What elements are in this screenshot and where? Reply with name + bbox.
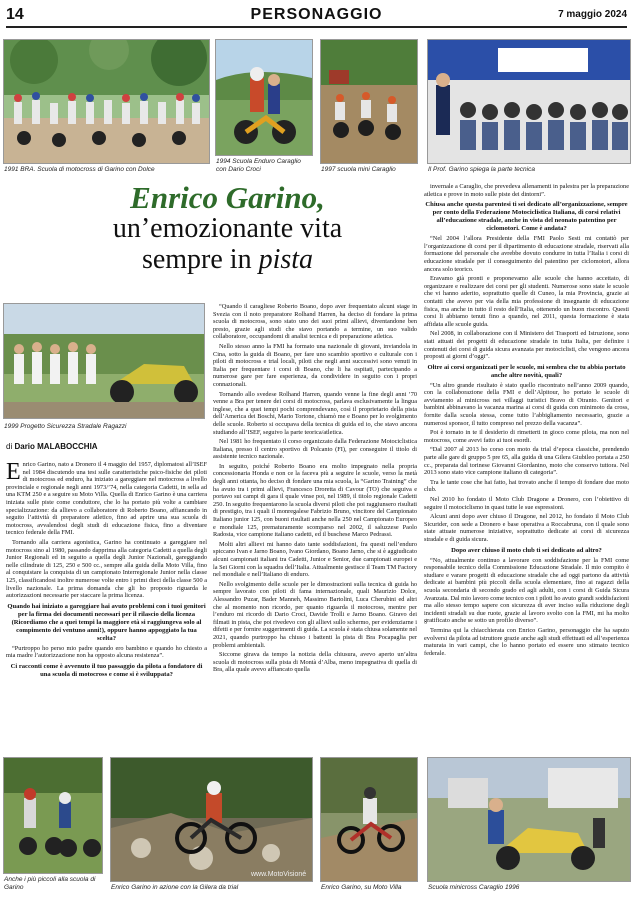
paragraph: Nello stesso anno la FMI ha formato una nazionale di giovani, inviandola in Cina, sotto la guida di Boano, per fare uno scambio sportivo e culturale con i piloti di motocross e trial locali, piloti che negli anni successivi sono venuti in Italia per frequentare i corsi di Boano, che li ha ospitati, partecipando a numerose gare per fare esperienza, da condividere in seguito con i propri connazionali. (213, 342, 417, 388)
article-title (75, 182, 380, 275)
paragraph: nrico Garino, nato a Dronero il 4 maggio del 1957, diplomatosi all’ISEF nel 1984 discutendo una tesi sulle caratteristiche psico-fisiche dei piloti di motocross ed enduro, ha iniziato a gareggiare nel motocross a livello provinciale e regionale negli anni 1973/’74, nella categoria Cadetti, in sella ad una KTM 250 e a seguire su Moto Villa. Quella di Enrico Garino è una carriera iniziata sulle piste come conduttore, che lo ha portato più volte a cambiare specializzazione: da allievo a collaboratore di Roberto Boano, affiancando in seguito l’attività di preparatore atletico, fino ad aprire una sua scuola di motocross, avvalendosi degli studi di educazione fisica, fino a diventare tecnico federale della FMI. (6, 461, 207, 537)
paragraph: Tornando alla carriera agonistica, Garino ha continuato a gareggiare nel motocross sino al 1980, passando dapprima alla categoria Cadetti a quella degli Junior Regionali ed in seguito a quella degli Junior Nazionali, gareggiando nelle cilindrate di 125, 250 e 500 cc., sempre alla guida della Moto Villa, fino al conquistare la conquista di un campionato Interregionale Junior nella classe 125, classificandosi inoltre numerose volte entro i primi dieci della classe 500 a livello nazionale. La prima domanda che gli ho proposto riguarda le autorizzazioni necessarie per staccare la prima licenza. (6, 538, 207, 600)
title-line-1: Enrico Garino, (130, 180, 325, 215)
caption-photo-1: 1991 BRA. Scuola di motocross di Garino con Dolce (4, 166, 155, 173)
paragraph: “Un altro grande risultato è stato quello riscontrato nell’anno 2009 quando, con la collaborazione della FMI e dell’Alpitour, ho portato le scuole di avviamento al minicross nei villaggi turistici Bravo di Otranto. Genitori e bambini abbinavano la vacanza marina ai corsi di guida con minimoto da cross, fornite dalla scuola stessa, come tutto l’abbigliamento necessario, grazie a numerosi sponsor, il tutto compreso nel prezzo della vacanza”. (424, 381, 629, 427)
page-header (6, 6, 627, 28)
paragraph: In seguito, poiché Roberto Boano era molto impegnato nella propria concessionaria Honda e non ce la faceva più a seguire le scuole, verso la metà degli anni ottanta, ho deciso di fondare una mia scuola, la “Garino Training” che ha avuto tra i primi allievi, Francesco Droretta di Cavour (TO) che seguiva e portavo sui campi di gara il quale vinse poi, nel 1989, il titolo regionale Cadetti 250. In seguito frequentarono la scuola diversi piloti che poi raggiunsero risultati di prestigio, tra i quali il monregalese Fabrizio Bruno, vincitore del Campionato Italiano junior 125, con buoni risultati anche nella 250 nel Campionato Europeo e mondiale 125, prematuramente scomparso nel 2002, il saluzzese Paolo Radosta, vice campione italiano cadetti, ed il buschese Marco Pedrassi. (213, 462, 417, 539)
section-title: PERSONAGGIO (250, 6, 383, 23)
photo-prof-garino-lesson (427, 39, 631, 164)
article-column-3 (424, 183, 629, 747)
page-number: 14 (6, 6, 24, 23)
paragraph: “Nel 2004 l’allora Presidente della FMI Paolo Sesti mi contattò per l’organizzazione di corsi per il dipartimento di educazione stradale, riservati alla formazione del personale che avrebbe dovuto condurre in tutta l’Italia i corsi di educazione stradale per il conseguimento del patentino per ciclomotori, allora ancora solo teorico. (424, 235, 629, 273)
paragraph: Termina qui la chiacchierata con Enrico Garino, personaggio che ha saputo evolversi da pilota ad istruttore grazie anche agli studi effettuati ed all’esperienza maturata in vari campi, che lo hanno portato ed essere uno stimato tecnico federale. (424, 626, 629, 657)
caption-photo-5: 1999 Progetto Sicurezza Stradale Ragazzi (4, 423, 127, 430)
photo-minicross-caraglio-1996 (427, 757, 631, 882)
issue-date: 7 maggio 2024 (558, 9, 627, 20)
paragraph: Nel 1981 ho frequentato il corso organizzato dalla Federazione Motociclistica Italiana, presso il centro sportivo di Polcanto (FI), per conseguire il titolo di assistente tecnico nazionale. (213, 438, 417, 461)
paragraph: Poi è tornato in te il desiderio di rimetterti in gioco come pilota, ma non nel motocross, come avevi fatto ai tuoi esordi. (424, 429, 629, 444)
article-column-1 (6, 461, 207, 746)
caption-photo-4: Il Prof. Garino spiega la parte tecnica (428, 166, 535, 173)
photo-1994-enduro-caraglio (215, 39, 313, 156)
interview-question: Oltre ai corsi organizzati per le scuole, mi sembra che tu abbia portato anche altre novità, quali? (427, 363, 626, 379)
paragraph: Nel 2010 ho fondato il Moto Club Dragone a Dronero, con l’obiettivo di seguire il motociclismo in quasi tutte le sue espressioni. (424, 496, 629, 511)
photo-gilera-trial (110, 757, 313, 882)
caption-photo-7: Enrico Garino in azione con la Gilera da trial (111, 884, 239, 891)
paragraph: Nel 2008, in collaborazione con il Ministero dei Trasporti ed Istruzione, sono stati attuati dei progetti di educazione stradale in tutta Italia, per definire i contenuti dei corsi di guida sicura avanzata per motociclisti, che vengono ancora proposti ai giorni d’oggi”. (424, 330, 629, 361)
drop-cap: E (6, 461, 21, 485)
photo-moto-villa (320, 757, 418, 882)
caption-photo-6: Anche i più piccoli alla scuola di Garino (4, 876, 96, 891)
paragraph: “Dal 2007 al 2013 ho corso con moto da trial d’epoca classiche, prendendo parte alle gare di gruppo 5 pre 65, alla guida di una Gilera Giubileo portata a 250 cc., preparata dal torinese Giovanni Giordanino, moto che conservo tuttora. Nel 2013 sono stato vice campione italiano di categoria”. (424, 446, 629, 477)
interview-question: Chiusa anche questa parentesi ti sei dedicato all’organizzazione, sempre per conto della Federazione Motociclistica Italiana, di corsi relativi all’educazione stradale, anche in vista del neonato patentino per ciclomotori. Come è andata? (425, 201, 628, 233)
paragraph: invernale a Caraglio, che prevedeva allenamenti in palestra per la preparazione atletica e prove in moto sulle piste dei dintorni”. (424, 183, 629, 198)
photo-young-riders (3, 757, 103, 874)
caption-photo-2: 1994 Scuola Enduro Caraglio con Dario Croci (216, 158, 301, 173)
photo-1991-bra-school (3, 39, 210, 164)
interview-question: Ci racconti come è avvenuto il tuo passaggio da pilota a fondatore di una scuola di motocross e come si è sviluppata? (10, 662, 203, 678)
title-line-3-text: sempre in (141, 244, 259, 275)
caption-photo-9: Scuola minicross Caraglio 1996 (428, 884, 520, 891)
photo-1997-mini-caraglio (320, 39, 418, 164)
byline (6, 442, 98, 451)
interview-question: Dopo aver chiuso il moto club ti sei dedicato ad altro? (451, 546, 602, 554)
byline-author: Dario MALABOCCHIA (14, 442, 98, 451)
paragraph: Tornando allo svedese Rolhand Harren, quando venne la fine degli anni ’70 venne a Bra per tenere dei corsi di motocross, parlava esclusivamente la lingua inglese, che a quei tempi pochi comprendevano, così il proprietario della pista dell’America dei Boschi, Mario Tortone, chiamò me e Boano per lo svolgimento delle scuole. Roberto si occupava della tecnica di guida ed io, che stavo ancora studiando all’ISEF, seguivo la parte teorica/atletica. (213, 390, 417, 436)
article-column-2 (213, 303, 417, 747)
caption-photo-8: Enrico Garino, su Moto Villa (321, 884, 402, 891)
interview-question: Quando hai iniziato a gareggiare hai avuto problemi con i tuoi genitori per la firma dei documenti necessari per il rilascio della licenza (Ricordiamo che a quei tempi la maggiore età si raggiungeva solo al compimento dei ventuno anni!), oppure hanno appoggiato la tua scelta? (7, 602, 206, 642)
paragraph: Alcuni anni dopo aver chiuso il Dragone, nel 2012, ho fondato il Moto Club Sicurider, con sede a Dronero e base operativa a Roccabruna, con il quale sono state attuate numerose iniziative, soprattutto dedicate ai corsi di sicurezza stradale e di guida sicura. (424, 513, 629, 543)
paragraph: Siccome girava da tempo la notizia della chiusura, avevo aperto un’altra scuola di motocross sulla pista di Montà d’Alba, meno impegnativa di quella di Bra, alla quale avevo affiancato quella (213, 651, 417, 674)
paragraph: “Purtroppo ho perso mio padre quando ero bambino e quando ho chiesto a mia madre l’autorizzazione non ha opposto alcuna resistenza”. (6, 644, 207, 660)
paragraph: “Quando il caragliese Roberto Boano, dopo aver frequentato alcuni stage in Svezia con il noto preparatore Rolhand Harren, ha deciso di fondare la prima scuola di motocross, sono stato uno dei suoi primi allievi, diventandone ben presto, grazie agli studi che stavo portando a termine, un suo valido collaboratore, occupandomi di analisi tecnica e di preparazione atletica. (213, 303, 417, 341)
title-line-3-italic: pista (258, 244, 314, 275)
caption-photo-3: 1997 scuola mini Caraglio (321, 166, 396, 173)
paragraph: Eravamo già pronti e proponevamo alle scuole che hanno accettato, di organizzare e realizzare dei corsi per gli studenti. Numerose sono state le scuole che vi hanno aderito, soprattutto quelle di Cuneo, la mia Provincia, grazie ai contatti che avevo per via della mia professione di insegnante di educazione fisica, ma anche in tutto il resto dell’Italia, ottenendo un buon riscontro. Questi corsi li abbiamo tenuti fino a quando, nel 2011, questa formazione è stata affidata alle scuole guida. (424, 275, 629, 328)
paragraph: Molti altri allievi mi hanno dato tante soddisfazioni, fra questi nell’enduro spiccano Ivan e Jarno Boano, Ivano Giordano, Boano Jarno, che si è aggiudicato alcuni campionati italiani tra Cadetti, Junior e Senior, due campionati europei e la Sei Giorni con la squadra dell’Italia. Attualmente gestisce il Team TM Factory nel mondiale e nell’Italiano di enduro. (213, 540, 417, 579)
title-line-3 (75, 244, 380, 275)
title-line-2: un’emozionante vita (112, 213, 343, 244)
paragraph: “No, attualmente continuo a lavorare con soddisfazione per la FMI come responsabile tecnico della Commissione Educazione Stradale. Il mio compito è studiare e varare progetti di educazione stradale che ad oggi partono da attività dedicate ai bambini più piccoli della scuola elementare, fino ai ragazzi della scuola secondaria di secondo grado ed agli adulti, con i corsi di Guida Sicura Avanzata. Dal mio lavoro come tecnico con i piloti ho avuto grandi soddisfazioni ma allo stesso tempo sapere con sicurezza di aver inciso sulla riduzione degli incidenti stradali su due ruote, grazie al lavoro svolto con la FMI, mi ha molto gratificato anche se sotto un profilo diverso”. (424, 556, 629, 625)
byline-prefix: di (6, 442, 13, 451)
photo-watermark: www.MotoVisioné (251, 871, 307, 878)
paragraph: Nello svolgimento delle scuole per le dimostrazioni sulla tecnica di guida ho sempre lavorato con piloti di fama internazionale, quali Maurizio Dolce, Alessandro Puzar, Bader Manneh, Massimo Bartolini, Luca Cherubini ed altri che al momento non ricordo, per quanto riguarda il motocross, mentre per l’enduro mi ricordo di Dario Croci, Davide Trolli e Jarno Boano. Giravo dei filmati in pista, che poi rivedevo con gli allievi sullo schermo, per evidenziarne i difetti e per fornire suggerimenti di guida. La scuola è stata chiusa solamente nel 2021, quando purtroppo ha chiuso i battenti la pista di Bra Pocapaglia per problemi ambientali. (213, 580, 417, 649)
photo-1999-safety-project (3, 303, 205, 419)
paragraph: Tra le tante cose che hai fatto, hai trovato anche il tempo di fondare due moto club. (424, 478, 629, 494)
